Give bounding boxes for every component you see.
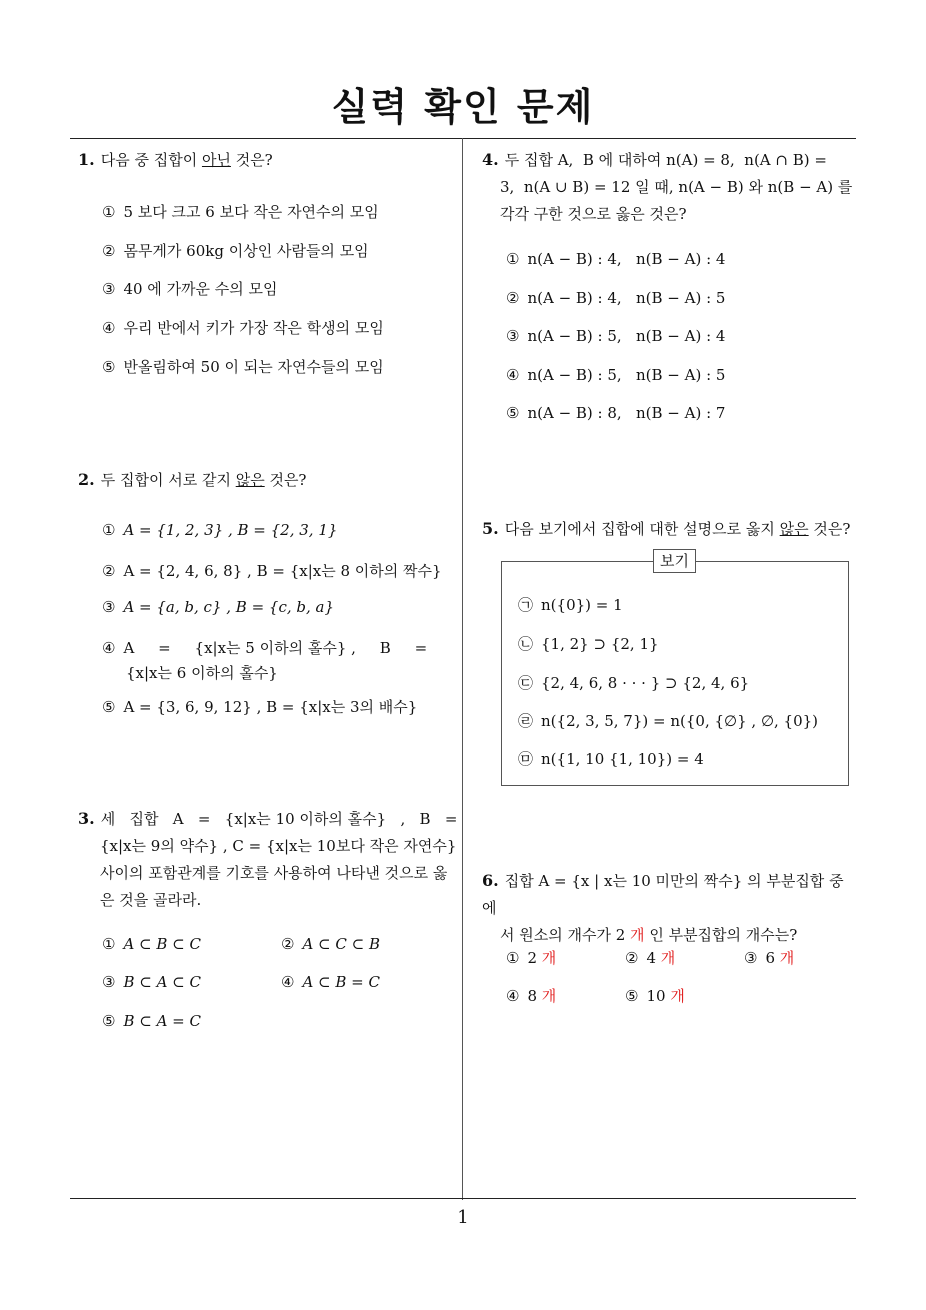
- question-number: 4.: [482, 150, 499, 169]
- page-number: 1: [457, 1207, 469, 1228]
- option-text: B ⊂ A ⊂ C: [123, 973, 201, 991]
- option-mark: ①: [506, 949, 520, 967]
- q5-item-3: [518, 672, 749, 693]
- option-mark: ⑤: [102, 698, 116, 716]
- bottom-rule: [70, 1198, 856, 1199]
- option-unit: 개: [670, 987, 685, 1005]
- option-mark: ④: [281, 973, 295, 991]
- option-unit: 개: [541, 987, 557, 1005]
- stem-text: 것은?: [264, 471, 307, 489]
- top-rule: [70, 138, 856, 139]
- q1-option-3[interactable]: [102, 278, 278, 299]
- stem-text: 인 부분집합의 개수는?: [644, 926, 798, 944]
- option-text: n(A − B) : 5, n(B − A) : 4: [527, 327, 726, 345]
- item-text: {2, 4, 6, 8 · · · } ⊃ {2, 4, 6}: [541, 674, 750, 692]
- q2-option-3[interactable]: [102, 598, 334, 616]
- option-mark: ⑤: [625, 987, 639, 1005]
- stem-text: 세 집합 A = {x|x는 10 이하의 홀수} , B =: [100, 810, 458, 828]
- option-text: 반올림하여 50 이 되는 자연수들의 모임: [123, 358, 384, 376]
- question-3-stem: [78, 805, 456, 914]
- q3-option-1[interactable]: [102, 935, 201, 953]
- item-text: n({2, 3, 5, 7}) = n({0, {∅} , ∅, {0}): [541, 712, 819, 730]
- option-text: A = {2, 4, 6, 8} , B = {x|x는 8 이하의 짝수}: [123, 562, 442, 580]
- option-value: 4: [646, 949, 661, 967]
- option-text: A ⊂ B ⊂ C: [123, 935, 201, 953]
- option-mark: ④: [506, 987, 520, 1005]
- option-mark: ④: [102, 319, 116, 337]
- question-number: 3.: [78, 809, 95, 828]
- q5-item-1: [518, 594, 623, 615]
- stem-underlined: 않은: [779, 520, 809, 538]
- option-text: A = {x|x는 5 이하의 홀수} , B =: [123, 639, 428, 657]
- question-number: 2.: [78, 470, 95, 489]
- stem-text: 사이의 포함관계를 기호를 사용하여 나타낸 것으로 옳: [100, 864, 448, 882]
- q1-option-1[interactable]: [102, 201, 379, 222]
- q4-option-3[interactable]: [506, 327, 725, 345]
- q4-option-4[interactable]: [506, 366, 725, 384]
- item-mark: ㉢: [518, 674, 534, 692]
- question-5-stem: [482, 515, 850, 543]
- question-number: 6.: [482, 871, 499, 890]
- stem-underlined: 않은: [235, 471, 265, 489]
- option-text: n(A − B) : 4, n(B − A) : 4: [527, 250, 726, 268]
- option-mark: ③: [102, 280, 116, 298]
- option-mark: ③: [102, 598, 116, 616]
- item-mark: ㉣: [518, 712, 534, 730]
- option-mark: ③: [744, 949, 758, 967]
- option-text: 몸무게가 60kg 이상인 사람들의 모임: [123, 242, 369, 260]
- stem-text: 두 집합 A, B 에 대하여 n(A) = 8, n(A ∩ B) =: [504, 151, 827, 169]
- stem-text: 것은?: [808, 520, 851, 538]
- option-text: 5 보다 크고 6 보다 작은 자연수의 모임: [123, 203, 379, 221]
- example-box-label: 보기: [653, 549, 696, 573]
- q6-option-2[interactable]: [625, 947, 675, 968]
- option-mark: ②: [506, 289, 520, 307]
- q6-option-4[interactable]: [506, 985, 556, 1006]
- option-text: n(A − B) : 4, n(B − A) : 5: [527, 289, 726, 307]
- option-mark: ②: [102, 562, 116, 580]
- option-unit: 개: [660, 949, 676, 967]
- option-text: n(A − B) : 5, n(B − A) : 5: [527, 366, 726, 384]
- option-text: n(A − B) : 8, n(B − A) : 7: [527, 404, 726, 422]
- page-title: 실력 확인 문제: [331, 85, 595, 129]
- q3-option-5[interactable]: [102, 1012, 201, 1030]
- option-text: A ⊂ C ⊂ B: [302, 935, 380, 953]
- q2-option-1[interactable]: [102, 521, 337, 539]
- q3-option-3[interactable]: [102, 973, 201, 991]
- option-mark: ④: [102, 639, 116, 657]
- q1-option-5[interactable]: [102, 356, 384, 377]
- q5-item-2: [518, 633, 659, 654]
- question-2-stem: [78, 466, 306, 494]
- q3-option-2[interactable]: [281, 935, 380, 953]
- q2-option-4-continued: [126, 662, 278, 683]
- stem-text: 서 원소의 개수가 2: [500, 926, 631, 944]
- q4-option-2[interactable]: [506, 289, 725, 307]
- option-value: 8: [527, 987, 542, 1005]
- stem-text: 것은?: [230, 151, 273, 169]
- option-text: 우리 반에서 키가 가장 작은 학생의 모임: [123, 319, 384, 337]
- item-mark: ㉡: [518, 635, 534, 653]
- q4-option-5[interactable]: [506, 404, 725, 422]
- option-text: B ⊂ A = C: [123, 1012, 201, 1030]
- stem-underlined: 아닌: [201, 151, 231, 169]
- option-mark: ⑤: [102, 1012, 116, 1030]
- stem-text: 다음 보기에서 집합에 대한 설명으로 옳지: [504, 520, 780, 538]
- q2-option-2[interactable]: [102, 560, 442, 581]
- stem-unit-red: 개: [630, 926, 645, 944]
- item-mark: ㉤: [518, 750, 534, 768]
- q1-option-2[interactable]: [102, 240, 369, 261]
- option-text: A = {a, b, c} , B = {c, b, a}: [123, 598, 335, 616]
- q6-option-1[interactable]: [506, 947, 556, 968]
- option-mark: ①: [102, 203, 116, 221]
- option-value: 10: [646, 987, 671, 1005]
- stem-text: 3, n(A ∪ B) = 12 일 때, n(A − B) 와 n(B − A) 를: [500, 178, 853, 196]
- option-value: 6: [765, 949, 780, 967]
- option-text: A ⊂ B = C: [302, 973, 380, 991]
- option-mark: ①: [102, 935, 116, 953]
- option-mark: ②: [102, 242, 116, 260]
- option-text: A = {3, 6, 9, 12} , B = {x|x는 3의 배수}: [123, 698, 418, 716]
- q3-option-4[interactable]: [281, 973, 380, 991]
- option-unit: 개: [541, 949, 557, 967]
- question-4-stem: [482, 146, 858, 228]
- q1-option-4[interactable]: [102, 317, 384, 338]
- q2-option-4[interactable]: [102, 637, 427, 658]
- option-mark: ⑤: [102, 358, 116, 376]
- option-unit: 개: [779, 949, 795, 967]
- q2-option-5[interactable]: [102, 696, 417, 717]
- question-1-stem: [78, 146, 273, 174]
- item-text: n({1, 10 {1, 10}) = 4: [541, 750, 704, 768]
- q4-option-1[interactable]: [506, 250, 725, 268]
- item-text: {1, 2} ⊃ {2, 1}: [541, 635, 659, 653]
- option-value: 2: [527, 949, 542, 967]
- option-mark: ①: [506, 250, 520, 268]
- option-mark: ②: [281, 935, 295, 953]
- q5-item-4: [518, 710, 818, 731]
- stem-text: 두 집합이 서로 같지: [100, 471, 236, 489]
- option-mark: ③: [506, 327, 520, 345]
- stem-text: {x|x는 9의 약수} , C = {x|x는 10보다 작은 자연수}: [100, 837, 457, 855]
- column-divider: [462, 138, 463, 1200]
- stem-text: 다음 중 집합이: [100, 151, 202, 169]
- stem-text: 각각 구한 것으로 옳은 것은?: [500, 205, 687, 223]
- q6-option-3[interactable]: [744, 947, 794, 968]
- stem-text: 집합 A = {x | x는 10 미만의 짝수} 의 부분집합 중에: [482, 872, 844, 917]
- option-mark: ②: [625, 949, 639, 967]
- q5-item-5: [518, 748, 704, 769]
- stem-text: 은 것을 골라라.: [100, 891, 202, 909]
- item-mark: ㉠: [518, 596, 534, 614]
- option-mark: ③: [102, 973, 116, 991]
- option-text: {x|x는 6 이하의 홀수}: [126, 664, 278, 682]
- question-number: 5.: [482, 519, 499, 538]
- option-mark: ①: [102, 521, 116, 539]
- option-text: 40 에 가까운 수의 모임: [123, 280, 278, 298]
- question-number: 1.: [78, 150, 95, 169]
- option-text: A = {1, 2, 3} , B = {2, 3, 1}: [123, 521, 338, 539]
- q6-option-5[interactable]: [625, 985, 685, 1006]
- option-mark: ⑤: [506, 404, 520, 422]
- question-6-stem: [482, 867, 858, 949]
- item-text: n({0}) = 1: [541, 596, 623, 614]
- option-mark: ④: [506, 366, 520, 384]
